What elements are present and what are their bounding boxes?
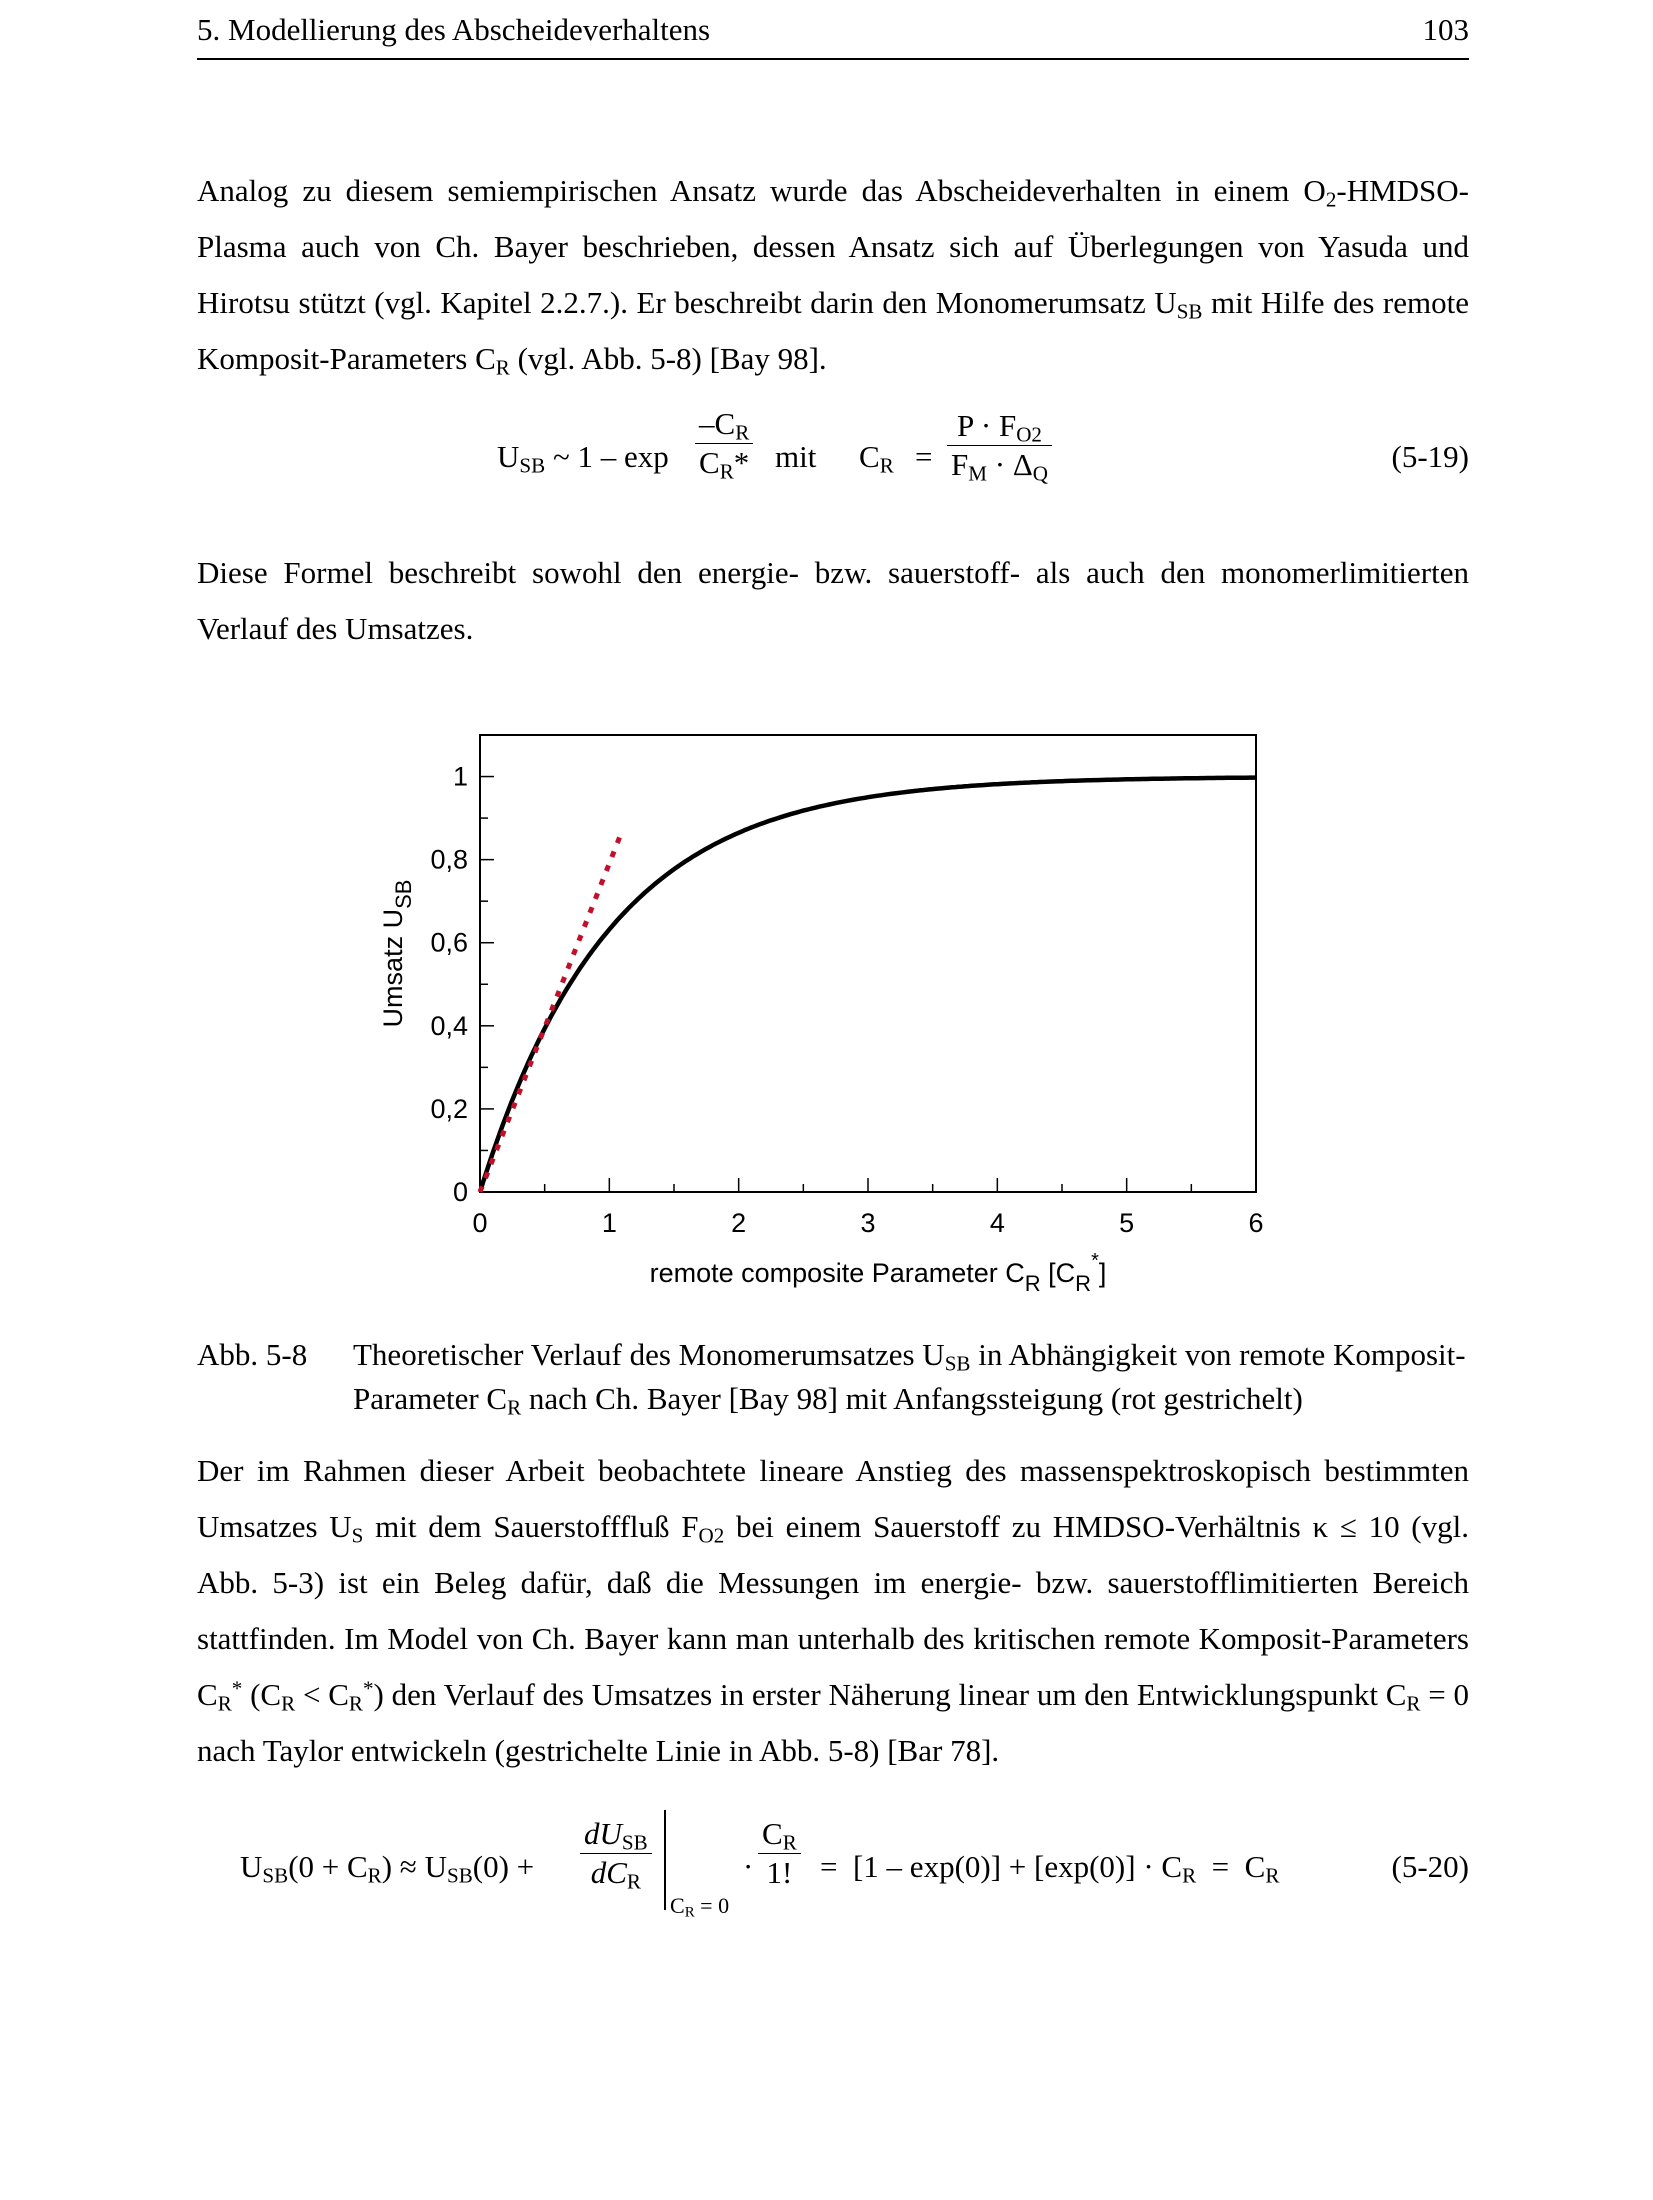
x-tick-label: 1 [601, 1208, 617, 1238]
derivative-fraction: $dU_{SB}$ $dC_R$ [580, 1815, 652, 1892]
equation-number-5-19: (5-19) [1391, 439, 1469, 474]
x-axis-label: remote composite Parameter $C_R$ $[C_R^*]$ [649, 1250, 1107, 1296]
paragraph-taylor: Der im Rahmen dieser Arbeit beobachtete lineare Anstieg des massenspektroskopisch bestimmten Umsatzes $U_S$ mit dem Sauerstofffluß $F_{O2}$ bei einem Sauerstoff zu HMDSO-Verhältnis κ ≤ 10 (vgl. Abb. 5-3) ist ein Beleg dafür, daß die Messungen im energie- bzw. sauerstofflimitierten Bereich stattfinden. Im Model von Ch. Bayer kann man unterhalb des kritischen remote Komposit-Parameters $C_R^*$ $(C_R < C_R^*)$ den Verlauf des Umsatzes in erster Näherung linear um den Entwicklungspunkt $C_R = 0$ nach Taylor entwickeln (gestrichelte Linie in Abb. 5-8) [Bar 78]. [197, 1453, 1470, 1768]
paragraph-formula-description: Diese Formel beschreibt sowohl den energie- bzw. sauerstoff- als auch den monomerlimitierten Verlauf des Umsatzes. [197, 555, 1469, 646]
paragraph-intro: Analog zu diesem semiempirischen Ansatz wurde das Abscheideverhalten in einem $O_2-HMDSO$-Plasma auch von Ch. Bayer beschrieben, dessen Ansatz sich auf Überlegungen von Yasuda und Hirotsu stützt (vgl. Kapitel 2.2.7.). Er beschreibt darin den Monomerumsatz $U_{SB}$ mit Hilfe des remote Komposit-Parameters $C_R$ (vgl. Abb. 5-8) [Bay 98]. [197, 173, 1469, 380]
equation-5-19: $U_{SB}$ ~ 1 – exp $\frac{-C_R}{C_R*}$ mit $C_R$ = $\frac{P \cdot F_{O2}}{F_M \cdot \Delta_Q}$ (5-19) [497, 406, 1469, 486]
x-tick-label: 3 [860, 1208, 876, 1238]
evaluation-point: $C_R = 0$ [670, 1893, 730, 1921]
page-number: 103 [1422, 12, 1469, 47]
caption-label: Abb. 5-8 [197, 1337, 308, 1372]
equation-5-20: $U_{SB}(0 + C_R) \approx U_{SB}(0)$ + $dU_{SB}$ $dC_R$ $C_R = 0$ · $\frac{C_R}{1!}$ = $[1 - \exp(0)] + [\exp(0)] \cdot C_R = C_R$ (5-20) [240, 1805, 1469, 1925]
y-tick-label: 0,6 [430, 927, 468, 958]
y-tick-label: 0,2 [430, 1093, 468, 1124]
evaluation-bar [664, 1810, 666, 1910]
y-axis-label: Umsatz $U_{SB}$ [378, 879, 416, 1028]
factorial-fraction: $\frac{C_R}{1!}$ [758, 1815, 801, 1892]
conversion-chart [360, 720, 1300, 1320]
x-tick-label: 0 [472, 1208, 488, 1238]
equation-number-5-20: (5-20) [1391, 1849, 1469, 1884]
y-tick-label: 0,4 [430, 1010, 468, 1041]
equation-mit: mit [775, 439, 817, 474]
x-tick-label: 4 [989, 1208, 1005, 1238]
plot-frame [480, 735, 1256, 1192]
page-header [197, 10, 1469, 60]
series-line-initial-slope [480, 831, 622, 1192]
x-tick-label: 6 [1248, 1208, 1264, 1238]
x-tick-label: 2 [731, 1208, 747, 1238]
x-tick-label: 5 [1119, 1208, 1135, 1238]
y-tick-label: 1 [452, 761, 468, 792]
figure-caption [197, 1333, 1469, 1423]
y-tick-label: 0 [452, 1177, 468, 1207]
series-line-conversion [480, 778, 1256, 1192]
y-tick-label: 0,8 [430, 844, 468, 875]
caption-text: Theoretischer Verlauf des Monomerumsatzes $U_{SB}$ in Abhängigkeit von remote Komposit-Parameter $C_R$ nach Ch. Bayer [Bay 98] mit Anfangssteigung (rot gestrichelt) [353, 1337, 1466, 1420]
chapter-title: 5. Modellierung des Abscheideverhaltens [197, 12, 711, 47]
fraction-p-f-over-fm-dq: $\frac{P \cdot F_{O2}}{F_M \cdot \Delta_Q}$ [947, 407, 1052, 484]
fraction-cr-over-crstar: $\frac{-C_R}{C_R*}$ [695, 405, 753, 482]
